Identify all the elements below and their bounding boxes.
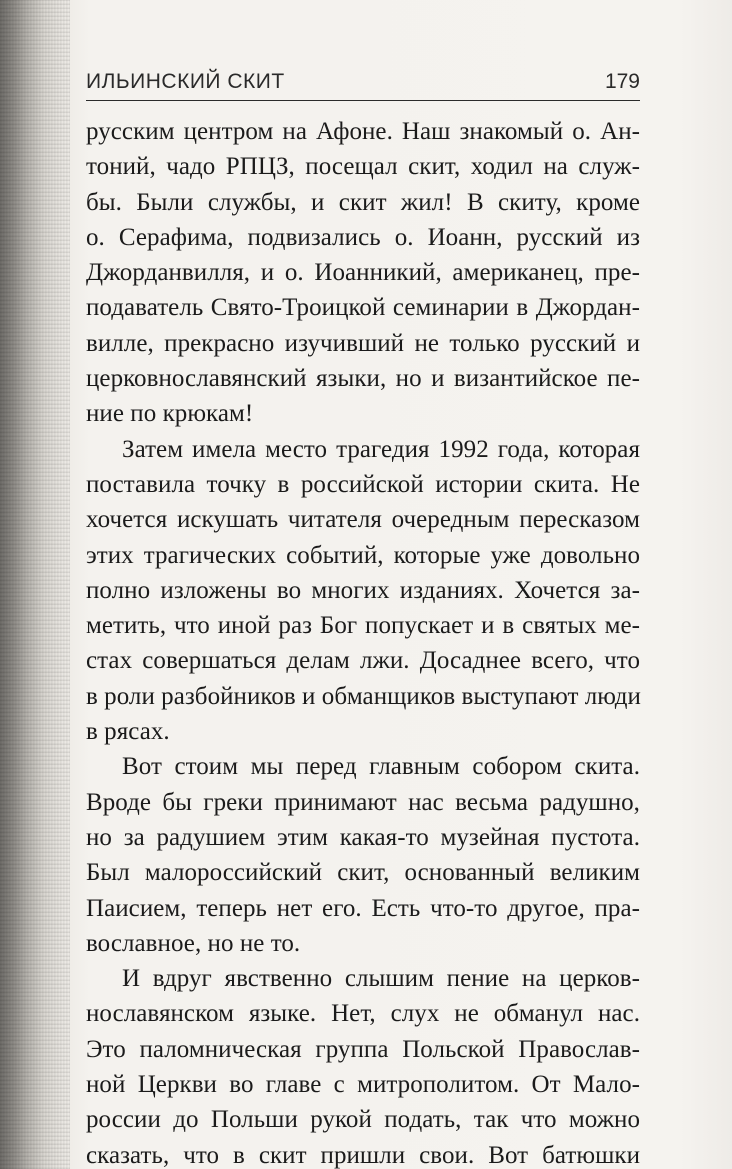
text-line: Паисием, теперь нет его. Есть что-то другое, пра-: [86, 894, 640, 922]
running-header: [86, 66, 640, 101]
text-line: Затем имела место трагедия 1992 года, которая: [122, 435, 640, 463]
text-line: метить, что иной раз Бог попускает и в святых ме-: [86, 612, 640, 640]
text-line: тоний, чадо РПЦЗ, посещал скит, ходил на служ-: [86, 153, 640, 181]
text-line: вилле, прекрасно изучивший не только русский и: [86, 329, 640, 357]
paragraph-2: [86, 432, 640, 750]
text-line: Это паломническая группа Польской Православ-: [86, 1035, 640, 1063]
page-number: 179: [604, 70, 640, 93]
scan-shadow: [0, 0, 70, 1169]
paragraph-4: [86, 961, 640, 1169]
text-line: бы. Были службы, и скит жил! В скиту, кроме: [86, 188, 640, 216]
text-line: сказать, что в скит пришли свои. Вот батюшки: [86, 1141, 640, 1169]
running-title: ИЛЬИНСКИЙ СКИТ: [86, 70, 285, 93]
text-line: Был малороссийский скит, основанный великим: [86, 859, 640, 887]
text-line: нославянском языке. Нет, слух не обманул нас.: [86, 1000, 640, 1028]
text-line: стах совершаться делам лжи. Досаднее всего, что: [86, 647, 640, 675]
text-line: вославное, но не то.: [86, 929, 301, 957]
text-line: подаватель Свято-Троицкой семинарии в Джордан-: [86, 294, 640, 322]
text-line: церковнославянский языки, но и византийское пе-: [86, 365, 640, 393]
text-line: россии до Польши рукой подать, так что можно: [86, 1106, 640, 1134]
text-line: но за радушием этим какая-то музейная пустота.: [86, 823, 640, 851]
text-line: ние по крюкам!: [86, 400, 254, 428]
text-line: о. Серафима, подвизались о. Иоанн, русский из: [86, 223, 640, 251]
text-line: И вдруг явственно слышим пение на церков-: [122, 965, 640, 993]
text-line: ной Церкви во главе с митрополитом. От Мало-: [86, 1071, 640, 1099]
body-text: [86, 114, 640, 1169]
text-line: в роли разбойников и обманщиков выступают люди: [86, 682, 641, 710]
text-line: Вроде бы греки принимают нас весьма радушно,: [86, 788, 640, 816]
text-line: в рясах.: [86, 718, 170, 746]
text-line: полно изложены во многих изданиях. Хочется за-: [86, 576, 640, 604]
text-line: хочется искушать читателя очередным пересказом: [86, 506, 640, 534]
paragraph-1: [86, 114, 640, 432]
paragraph-3: [86, 749, 640, 961]
text-line: русским центром на Афоне. Наш знакомый о. Ан-: [86, 118, 640, 145]
text-line: поставила точку в российской истории скита. Не: [86, 470, 640, 498]
text-line: этих трагических событий, которые уже довольно: [86, 541, 640, 569]
text-line: Джорданвилля, и о. Иоанникий, американец, пре-: [86, 259, 640, 287]
text-line: Вот стоим мы перед главным собором скита.: [122, 753, 640, 781]
